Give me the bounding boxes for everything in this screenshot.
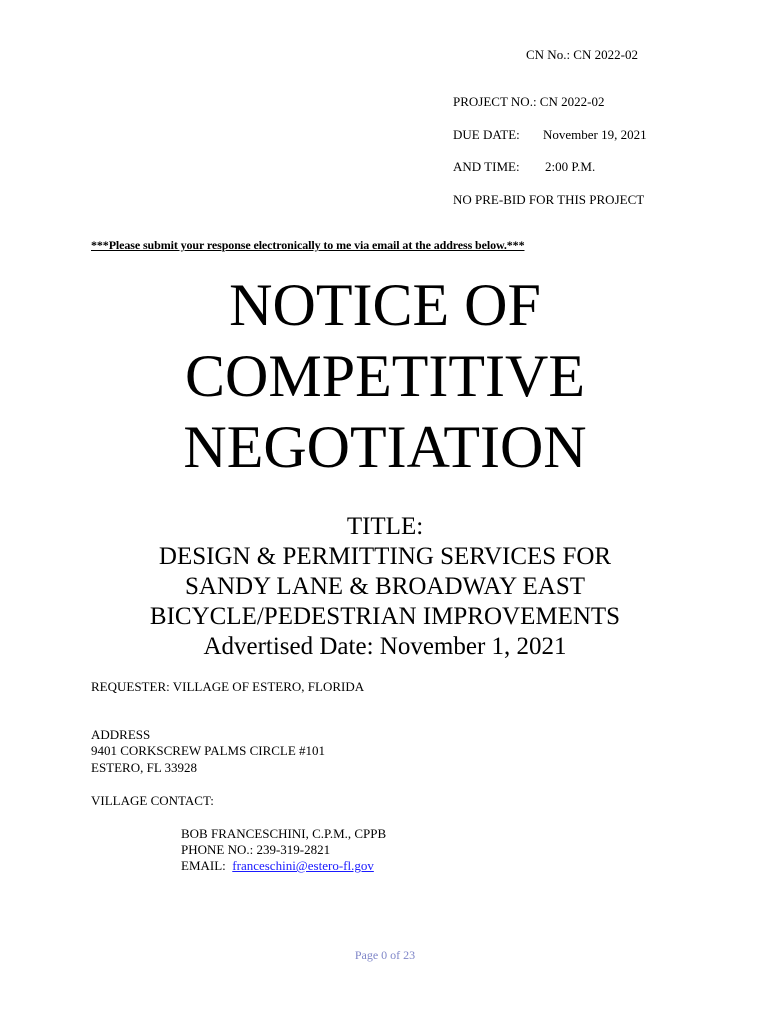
advertised-date: Advertised Date: November 1, 2021: [203, 633, 567, 660]
main-title: [0, 270, 770, 483]
project-title-line-1: DESIGN & PERMITTING SERVICES FOR: [158, 543, 612, 570]
address-label: ADDRESS: [91, 727, 151, 742]
project-title-block: [0, 512, 770, 662]
no-prebid-note: NO PRE-BID FOR THIS PROJECT: [453, 192, 645, 207]
main-title-line-2: COMPETITIVE: [185, 343, 585, 409]
cn-number: CN No.: CN 2022-02: [526, 47, 638, 62]
project-title-line-2: SANDY LANE & BROADWAY EAST: [184, 573, 585, 600]
submission-instruction: ***Please submit your response electronically to me via email at the address below.***: [91, 238, 525, 252]
and-time-label: AND TIME:: [453, 159, 520, 174]
due-date-value: November 19, 2021: [543, 127, 647, 142]
title-label: TITLE:: [346, 513, 424, 540]
requester: REQUESTER: VILLAGE OF ESTERO, FLORIDA: [91, 679, 365, 694]
main-title-line-1: NOTICE OF: [229, 272, 541, 338]
contact-email-link[interactable]: franceschini@estero-fl.gov: [232, 858, 374, 873]
address-line-1: 9401 CORKSCREW PALMS CIRCLE #101: [91, 743, 326, 758]
and-time-value: 2:00 P.M.: [545, 159, 596, 174]
village-contact-label: VILLAGE CONTACT:: [91, 793, 214, 808]
due-date-row: [453, 127, 647, 143]
and-time-row: [453, 159, 595, 175]
due-date-label: DUE DATE:: [453, 127, 520, 142]
contact-email-label: EMAIL:: [181, 858, 226, 873]
project-number: PROJECT NO.: CN 2022-02: [453, 94, 605, 109]
contact-phone: PHONE NO.: 239-319-2821: [181, 842, 331, 857]
contact-name: BOB FRANCESCHINI, C.P.M., CPPB: [181, 826, 387, 841]
page-number-footer: Page 0 of 23: [354, 948, 416, 962]
main-title-line-3: NEGOTIATION: [183, 414, 587, 480]
contact-email-row: [181, 858, 374, 874]
project-title-line-3: BICYCLE/PEDESTRIAN IMPROVEMENTS: [149, 603, 621, 630]
address-line-2: ESTERO, FL 33928: [91, 760, 198, 775]
